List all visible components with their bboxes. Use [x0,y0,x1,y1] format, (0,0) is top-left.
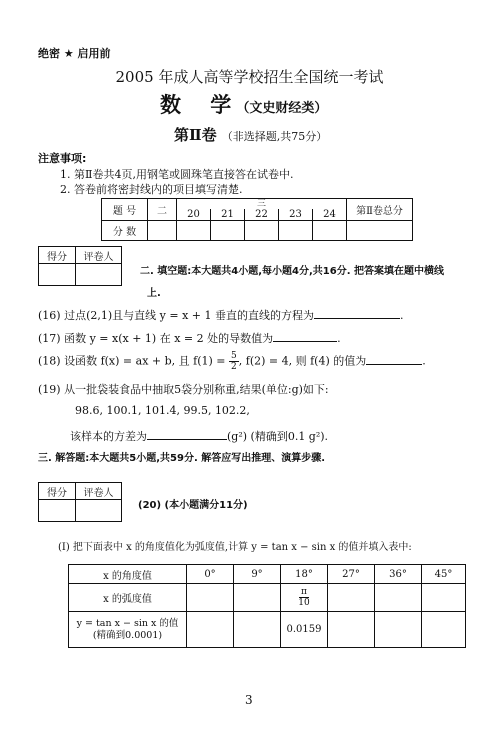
score-cell[interactable] [279,221,313,241]
fraction-numerator: 5 [231,351,237,361]
question-16-text: (16) 过点(2,1)且与直线 y = x + 1 垂直的直线的方程为 [38,309,314,322]
grader-score-label: 得分 [39,483,76,500]
score-cell[interactable] [313,221,347,241]
subject-title: 数 学 [160,92,232,117]
grader-box [38,246,122,286]
question-18-text: (18) 设函数 f(x) = ax + b, 且 f(1) = [38,354,226,368]
radian-cell[interactable] [234,584,281,612]
score-table-header: 24 [313,209,347,221]
grader-score-cell[interactable] [39,500,76,522]
question-18-text-b: , f(2) = 4, 则 f(4) 的值为 [238,354,367,368]
y-row-label: y = tan x − sin x 的值 [76,617,179,629]
score-table-header: 题 号 [102,199,148,221]
grader-score-cell[interactable] [39,264,76,286]
question-17-period: . [337,332,341,345]
radian-cell[interactable] [375,584,422,612]
subject-line [160,89,327,119]
question-17 [38,330,341,346]
answer-blank-16[interactable] [314,308,400,319]
grader-cell[interactable] [76,500,122,522]
notice-item: 2. 答卷前将密封线内的项目填写清楚. [60,183,243,196]
score-cell[interactable] [347,221,413,241]
y-value-cell[interactable] [375,612,422,648]
angle-table-header: x 的弧度值 [69,584,187,612]
paper-note: （非选择题,共75分） [221,130,328,143]
question-16 [38,307,403,323]
grader-box [38,482,122,522]
question-20-title: (20) (本小题满分11分) [138,500,248,511]
y-value-cell: 0.0159 [281,612,328,648]
question-19-text: 该样本的方差为 [70,430,147,443]
section3-heading: 三. 解答题:本大题共5小题,共59分. 解答应写出推理、演算步骤. [38,453,326,464]
question-18-period: . [422,354,426,368]
degree-cell: 36° [375,565,422,584]
score-table-header: 23 [279,209,313,221]
degree-cell: 45° [422,565,466,584]
question-19-data: 98.6, 100.1, 101.4, 99.5, 102.2, [75,404,250,417]
question-20-part1: (Ⅰ) 把下面表中 x 的角度值化为弧度值,计算 y = tan x − sin x 的值并填入表中: [58,542,412,553]
page-number: 3 [245,693,253,707]
fraction-five-halves [229,351,239,372]
radian-denominator: 10 [298,598,310,608]
question-17-text: (17) 函数 y = x(x + 1) 在 x = 2 处的导数值为 [38,332,274,345]
y-row-precision: (精确到0.0001) [92,629,163,641]
radian-cell [281,584,328,612]
radian-fraction [298,587,309,608]
score-table-header: 二 [148,199,177,221]
degree-cell: 0° [187,565,234,584]
score-cell[interactable] [177,221,211,241]
grader-cell[interactable] [76,264,122,286]
question-19: (19) 从一批袋装食品中抽取5袋分别称重,结果(单位:g)如下: [38,383,329,396]
notice-heading: 注意事项: [38,152,87,165]
question-18 [38,351,426,372]
score-cell[interactable] [148,221,177,241]
paper-title: 第Ⅱ卷 [174,126,217,144]
section2-heading-cont: 上. [147,288,161,299]
radian-cell[interactable] [328,584,375,612]
degree-cell: 9° [234,565,281,584]
fraction-denominator: 2 [231,362,237,372]
angle-table-header: x 的角度值 [69,565,187,584]
score-table-header: 22 [245,209,279,221]
score-table-header: 20 [177,209,211,221]
y-value-cell[interactable] [422,612,466,648]
radian-cell[interactable] [187,584,234,612]
exam-title: 2005 年成人高等学校招生全国统一考试 [115,68,384,86]
y-value-cell[interactable] [328,612,375,648]
radian-cell[interactable] [422,584,466,612]
question-19-answer [70,428,328,444]
score-cell[interactable] [245,221,279,241]
y-value-cell[interactable] [234,612,281,648]
question-16-period: . [399,309,404,322]
secret-label: 绝密 ★ 启用前 [38,47,111,60]
paper-line [174,124,327,145]
notice-item: 1. 第Ⅱ卷共4页,用钢笔或圆珠笔直接答在试卷中. [60,168,294,181]
y-value-cell[interactable] [187,612,234,648]
angle-table-header [69,612,187,648]
grader-label: 评卷人 [76,483,122,500]
score-table-header: 分 数 [102,221,148,241]
score-table-header: 三 [177,199,347,210]
answer-blank-17[interactable] [273,331,337,342]
degree-cell: 27° [328,565,375,584]
answer-blank-18[interactable] [366,354,422,365]
subject-note: （文史财经类） [236,101,328,116]
angle-table [68,564,466,648]
grader-label: 评卷人 [76,247,122,264]
grader-score-label: 得分 [39,247,76,264]
degree-cell: 18° [281,565,328,584]
answer-blank-19[interactable] [147,429,227,440]
score-table-header: 第Ⅱ卷总分 [347,199,413,221]
section2-heading: 二. 填空题:本大题共4小题,每小题4分,共16分. 把答案填在题中横线 [140,266,444,277]
radian-numerator: π [301,587,307,597]
score-table [101,198,413,241]
score-cell[interactable] [211,221,245,241]
question-19-unit: (g²) (精确到0.1 g²). [227,430,329,443]
score-table-header: 21 [211,209,245,221]
